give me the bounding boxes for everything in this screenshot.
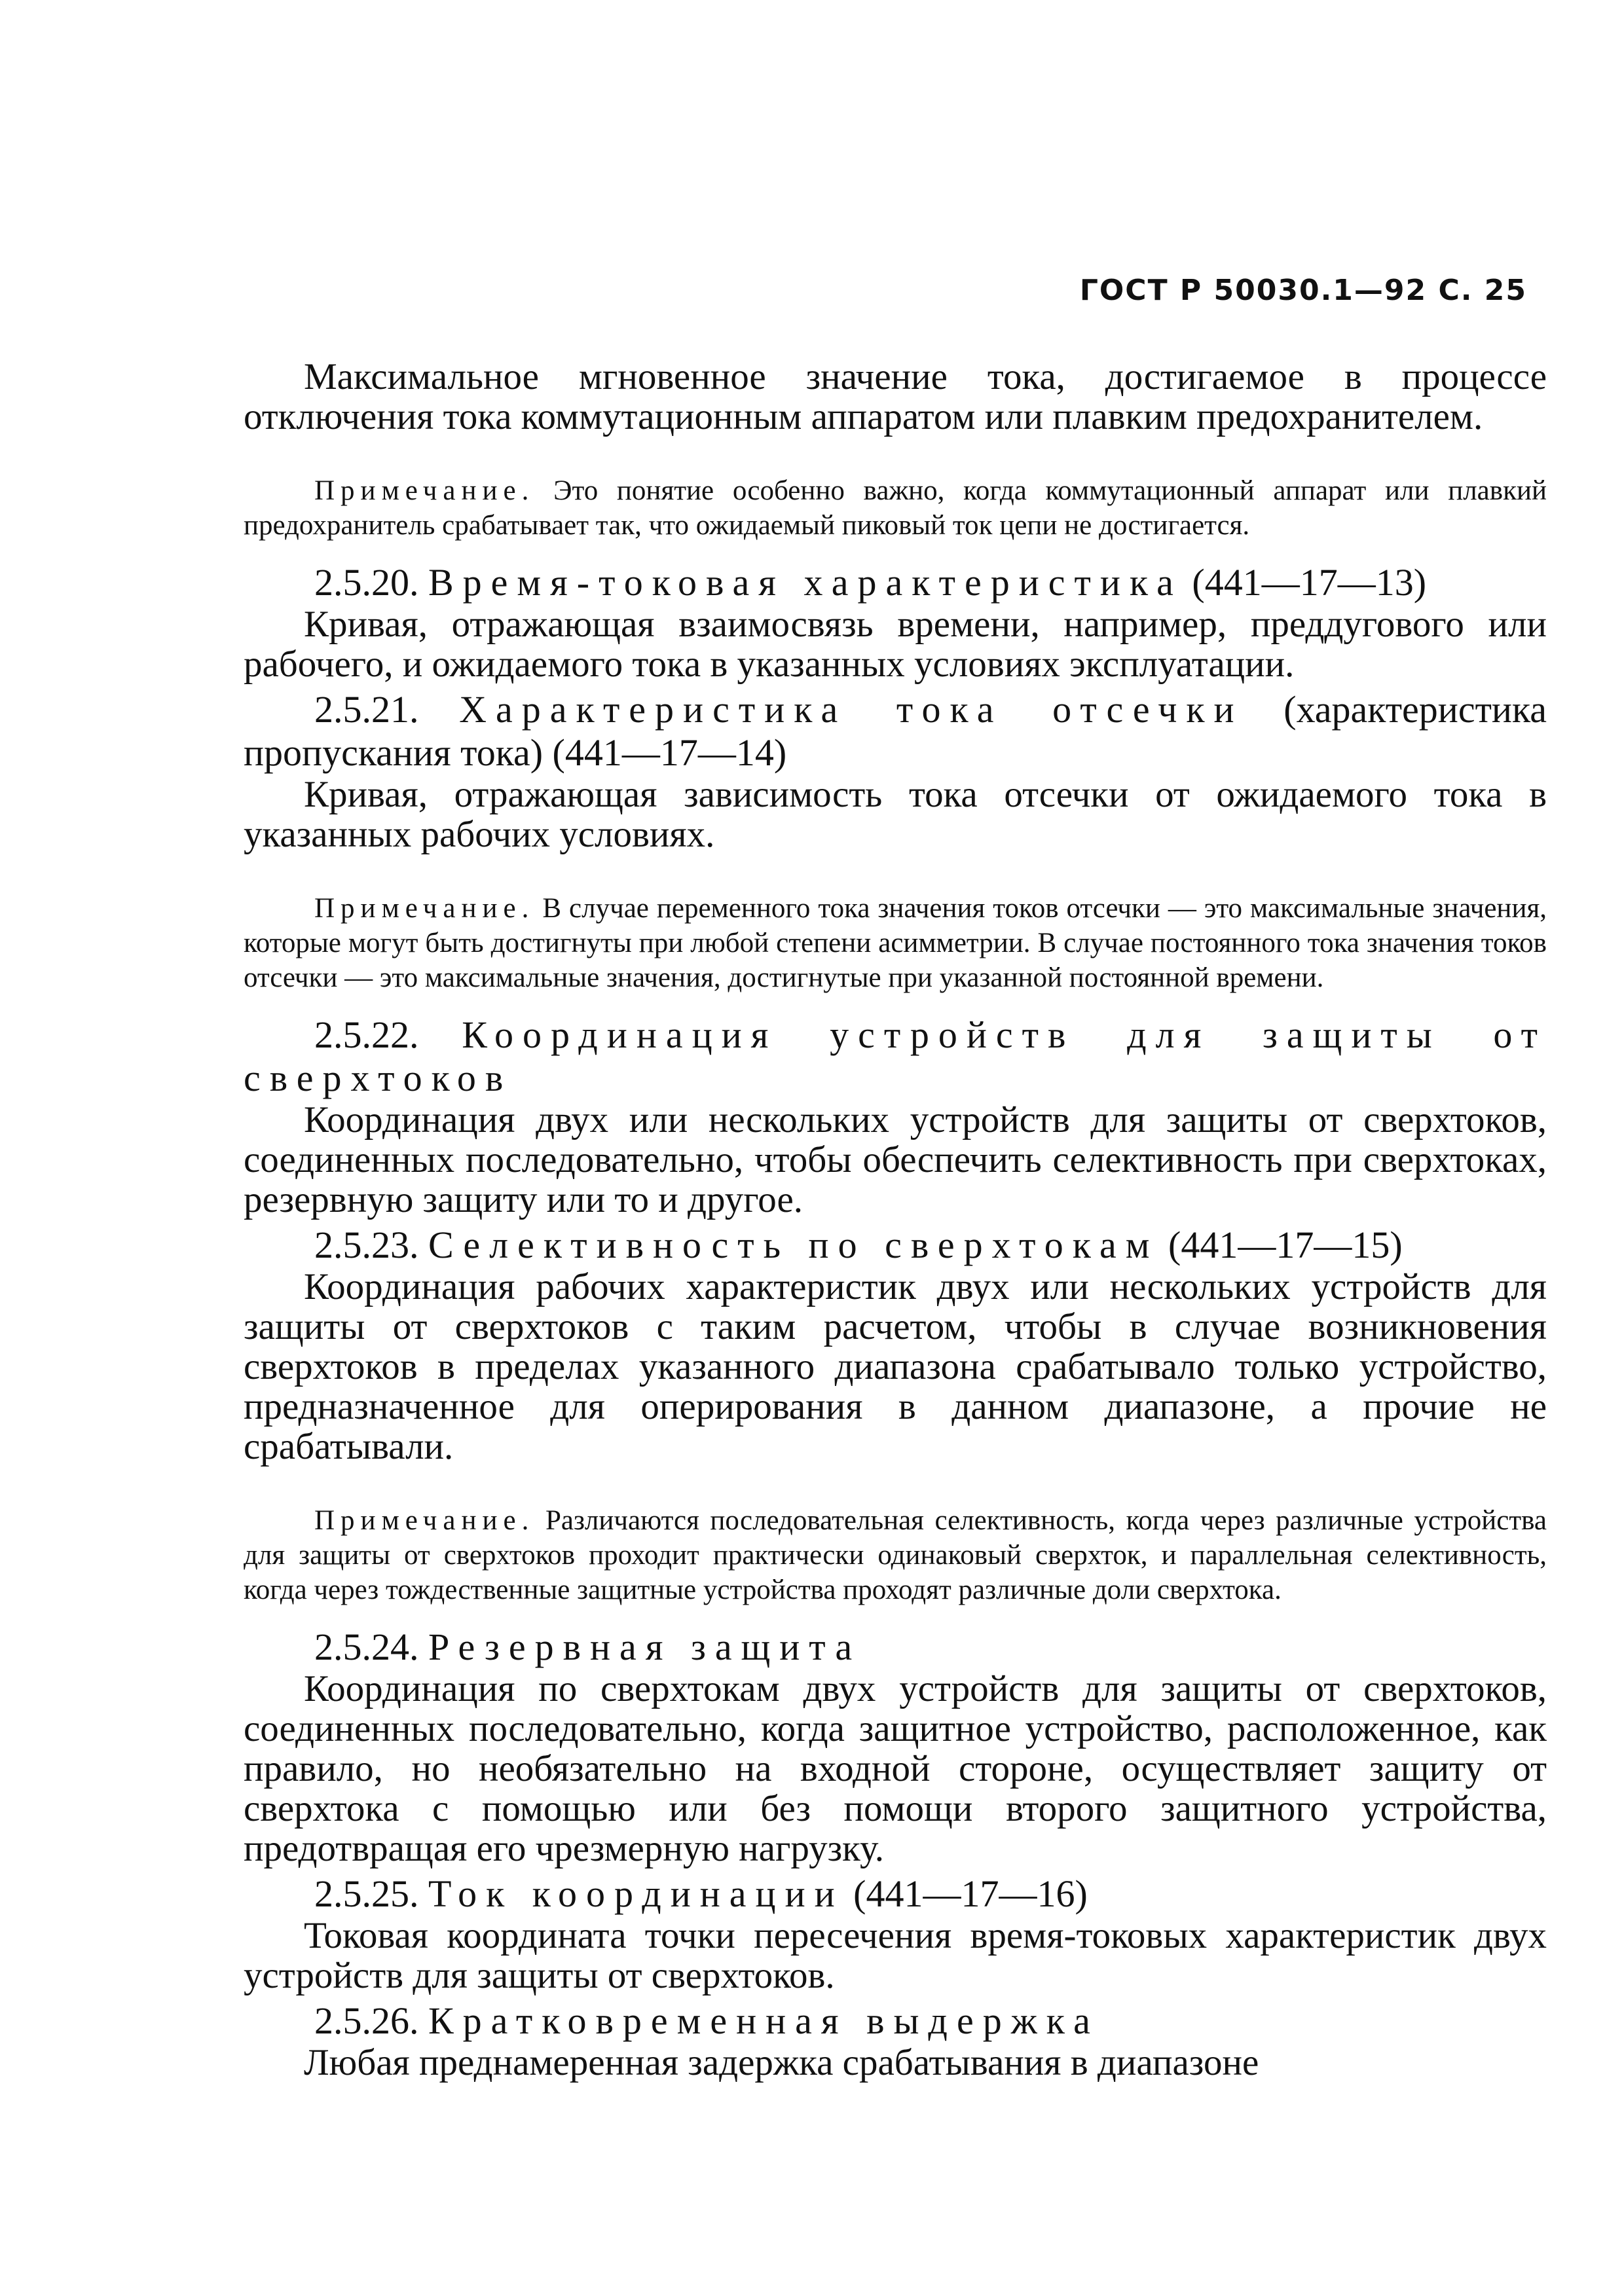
term-2524 [244,1626,1547,1669]
term-title: Кратковременная выдержка [428,1999,1099,2042]
paragraph-definition-2519: Максимальное мгновенное значение тока, достигаемое в процессе отключения тока коммутационным аппаратом или плавким предохранителем. [244,356,1547,437]
note-2521 [244,891,1547,995]
term-2523 [244,1224,1547,1267]
note-label: Примечание. [314,1505,535,1536]
term-title: Время-токовая характеристика [428,561,1183,604]
term-title: Характеристика тока отсечки [459,688,1244,731]
term-2526 [244,1999,1547,2043]
term-number: 2.5.20. [314,561,419,604]
term-2525 [244,1872,1547,1916]
term-number: 2.5.24. [314,1626,419,1668]
term-2521 [244,688,1547,774]
paragraph-definition-2524: Координация по сверхтокам двух устройств для защиты от сверхтоков, соединенных последовательно, когда защитное устройство, расположенное, как правило, но необязательно на входной стороне, осуществляет защиту от сверхтока с помощью или без помощи второго защитного устройства, предотвращая его чрезмерную нагрузку. [244,1668,1547,1869]
term-number: 2.5.25. [314,1872,419,1915]
term-number: 2.5.21. [314,688,419,731]
note-label: Примечание. [314,893,535,924]
term-2520 [244,561,1547,604]
paragraph-definition-2522: Координация двух или нескольких устройств для защиты от сверхтоков, соединенных последовательно, чтобы обеспечить селективность при сверхтоках, резервную защиту или то и другое. [244,1099,1547,1220]
note-text: В случае переменного тока значения токов отсечки — это максимальные значения, которые могут быть достигнуты при любой степени асимметрии. В случае постоянного тока значения токов отсечки — это максимальные значения, достигнутые при указанной постоянной времени. [244,893,1547,993]
term-number: 2.5.23. [314,1224,419,1266]
term-title: Координация устройств для защиты от сверхтоков [244,1013,1547,1099]
paragraph-definition-2521: Кривая, отражающая зависимость тока отсечки от ожидаемого тока в указанных рабочих условиях. [244,774,1547,855]
term-reference: (характеристика пропускания тока) (441—17—14) [244,688,1547,774]
note-text: Различаются последовательная селективность, когда через различные устройства для защиты от сверхтоков проходит практически одинаковый сверхток, и параллельная селективность, когда через тождественные защитные устройства проходят различные доли сверхтока. [244,1505,1547,1605]
term-title: Резервная защита [428,1626,862,1668]
note-text: Это понятие особенно важно, когда коммутационный аппарат или плавкий предохранитель срабатывает так, что ожидаемый пиковый ток цепи не достигается. [244,475,1547,541]
term-title: Ток координации [428,1872,844,1915]
note-2519 [244,473,1547,543]
note-label: Примечание. [314,475,535,506]
page-content [244,357,1547,2083]
term-reference: (441—17—13) [1192,561,1427,604]
paragraph-definition-2525: Токовая координата точки пересечения время-токовых характеристик двух устройств для защиты от сверхтоков. [244,1915,1547,1996]
running-header: ГОСТ Р 50030.1—92 С. 25 [1079,274,1527,307]
term-2522 [244,1013,1547,1100]
paragraph-definition-2523: Координация рабочих характеристик двух или нескольких устройств для защиты от сверхтоков с таким расчетом, чтобы в случае возникновения сверхтоков в пределах указанного диапазона срабатывало только устройство, предназначенное для оперирования в данном диапазоне, а прочие не срабатывали. [244,1266,1547,1467]
term-title: Селективность по сверхтокам [428,1224,1159,1266]
term-number: 2.5.26. [314,1999,419,2042]
paragraph-definition-2520: Кривая, отражающая взаимосвязь времени, например, преддугового или рабочего, и ожидаемого тока в указанных условиях эксплуатации. [244,604,1547,685]
term-number: 2.5.22. [314,1013,419,1056]
term-reference: (441—17—15) [1168,1224,1403,1266]
term-reference: (441—17—16) [853,1872,1088,1915]
paragraph-definition-2526: Любая преднамеренная задержка срабатывания в диапазоне [304,2042,1259,2083]
note-2523 [244,1503,1547,1607]
